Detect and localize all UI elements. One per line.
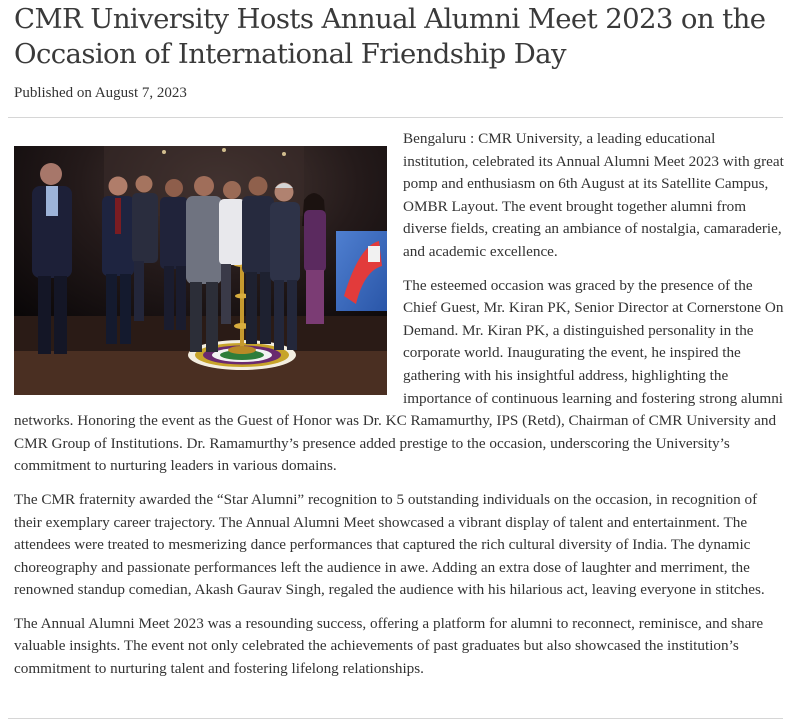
paragraph-conclusion: The Annual Alumni Meet 2023 was a resounding success, offering a platform for alumni to reconnect, reminisce, and share valuable insights. The event not only celebrated the achievements of past graduates but also showcased the institution’s commitment to nurturing talent and fostering lifelong relationships.: [14, 614, 764, 678]
paragraph-star-alumni: The CMR fraternity awarded the “Star Alumni” recognition to 5 outstanding individuals on the occasion, in recognition of their exemplary career trajectory. The Annual Alumni Meet showcased a vibrant display of talent and entertainment. The attendees were treated to mesmerizing dance performances that captured the rich cultural diversity of India. The dynamic choreography and passionate performances left the audience in awe. Adding an extra dose of laughter and merriment, the renowned standup comedian, Akash Gaurav Singh, regaled the audience with his hilarious act, leaving everyone in stitches.: [14, 490, 765, 599]
article-body: [14, 128, 784, 692]
article-title: CMR University Hosts Annual Alumni Meet 2023 on the Occasion of International Friendship Day: [14, 3, 766, 70]
paragraph-intro: Bengaluru : CMR University, a leading educational institution, celebrated its Annual Alumni Meet 2023 with great pomp and enthusiasm on 6th August at its Satellite Campus, OMBR Layout. The event brought together alumni from diverse fields, creating an ambiance of nostalgia, camaraderie, and academic excellence.: [403, 130, 784, 260]
top-divider: [8, 117, 783, 118]
bottom-divider: [8, 718, 783, 719]
paragraph-chief-guest: The esteemed occasion was graced by the presence of the Chief Guest, Mr. Kiran PK, Senior Director at Cornerstone On Demand. Mr. Kiran PK, a distinguished personality in the corporate world. Inaugurating the event, he inspired the gathering with his insightful address, highlighting the importance of continuous learning and fostering strong alumni networks. Honoring the event as the Guest of Honor was Dr. KC Ramamurthy, IPS (Retd), Chairman of CMR University and CMR Group of Institutions. Dr. Ramamurthy’s presence added prestige to the occasion, underscoring the University’s commitment to nurturing leaders in various domains.: [14, 276, 784, 475]
event-photo: [14, 146, 387, 395]
published-date: Published on August 7, 2023: [14, 85, 187, 101]
